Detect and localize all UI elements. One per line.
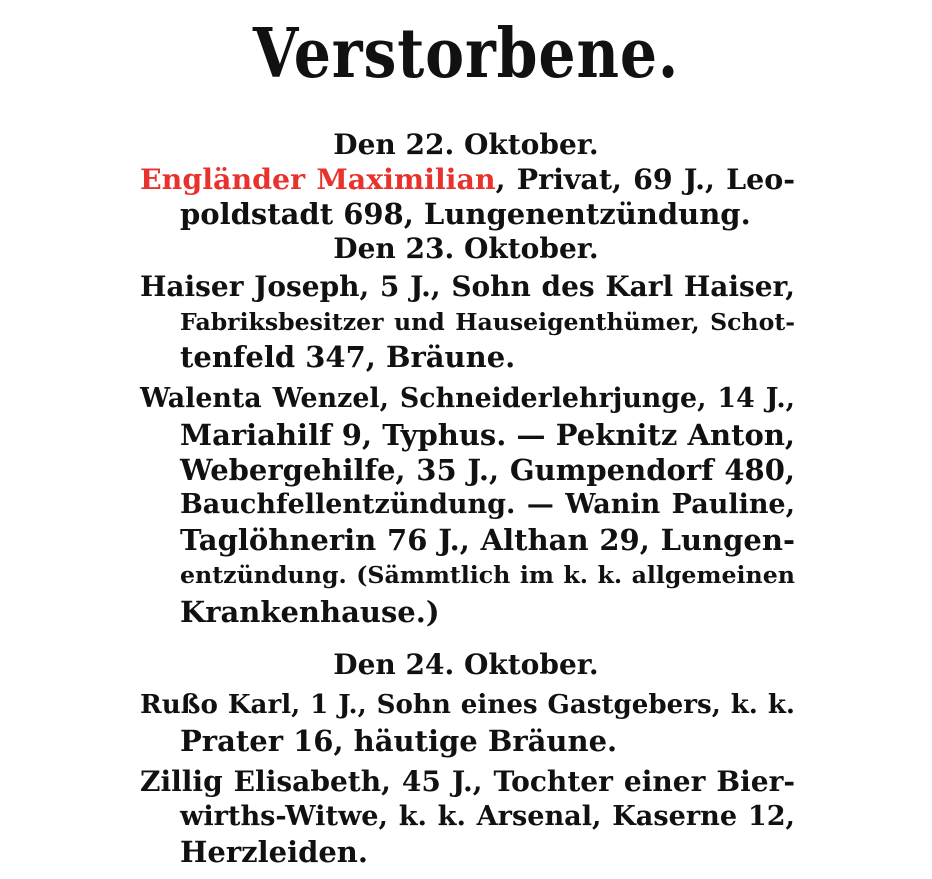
date-heading: Den 22. Oktober. bbox=[333, 128, 599, 161]
entry-line: tenfeld 347, Bräune. bbox=[180, 340, 516, 374]
entry-line: Walenta Wenzel, Schneiderlehrjunge, 14 J., bbox=[140, 383, 795, 414]
entry-text: , Privat, 69 J., Leo- bbox=[495, 162, 796, 196]
highlighted-name: Engländer Maximilian bbox=[140, 162, 496, 196]
entry-line: Zillig Elisabeth, 45 J., Tochter einer Bier- bbox=[140, 765, 795, 798]
entry-line: entzündung. (Sämmtlich im k. k. allgemeinen bbox=[180, 561, 795, 589]
entry-line: Prater 16, häutige Bräune. bbox=[180, 724, 618, 758]
entry-line: poldstadt 698, Lungenentzündung. bbox=[180, 197, 751, 231]
entry-line: Bauchfellentzündung. — Wanin Pauline, bbox=[180, 489, 795, 520]
entry-line: Fabriksbesitzer und Hauseigenthümer, Schot- bbox=[180, 308, 795, 336]
entry-line: Mariahilf 9, Typhus. — Peknitz Anton, bbox=[180, 418, 795, 452]
entry-line: Rußo Karl, 1 J., Sohn eines Gastgebers, k. k. bbox=[140, 689, 795, 720]
entry-line: Herzleiden. bbox=[180, 835, 368, 869]
entry-line bbox=[140, 162, 795, 196]
entry-line: Krankenhause.) bbox=[180, 595, 440, 629]
entry-line: Webergehilfe, 35 J., Gumpendorf 480, bbox=[180, 453, 795, 487]
page-title: Verstorbene. bbox=[252, 14, 680, 94]
entry-line: Taglöhnerin 76 J., Althan 29, Lungen- bbox=[180, 523, 795, 557]
date-heading: Den 24. Oktober. bbox=[333, 648, 599, 681]
entry-line: Haiser Joseph, 5 J., Sohn des Karl Haiser, bbox=[140, 270, 795, 303]
entry-line: wirths-Witwe, k. k. Arsenal, Kaserne 12, bbox=[180, 801, 795, 832]
date-heading: Den 23. Oktober. bbox=[333, 232, 599, 265]
